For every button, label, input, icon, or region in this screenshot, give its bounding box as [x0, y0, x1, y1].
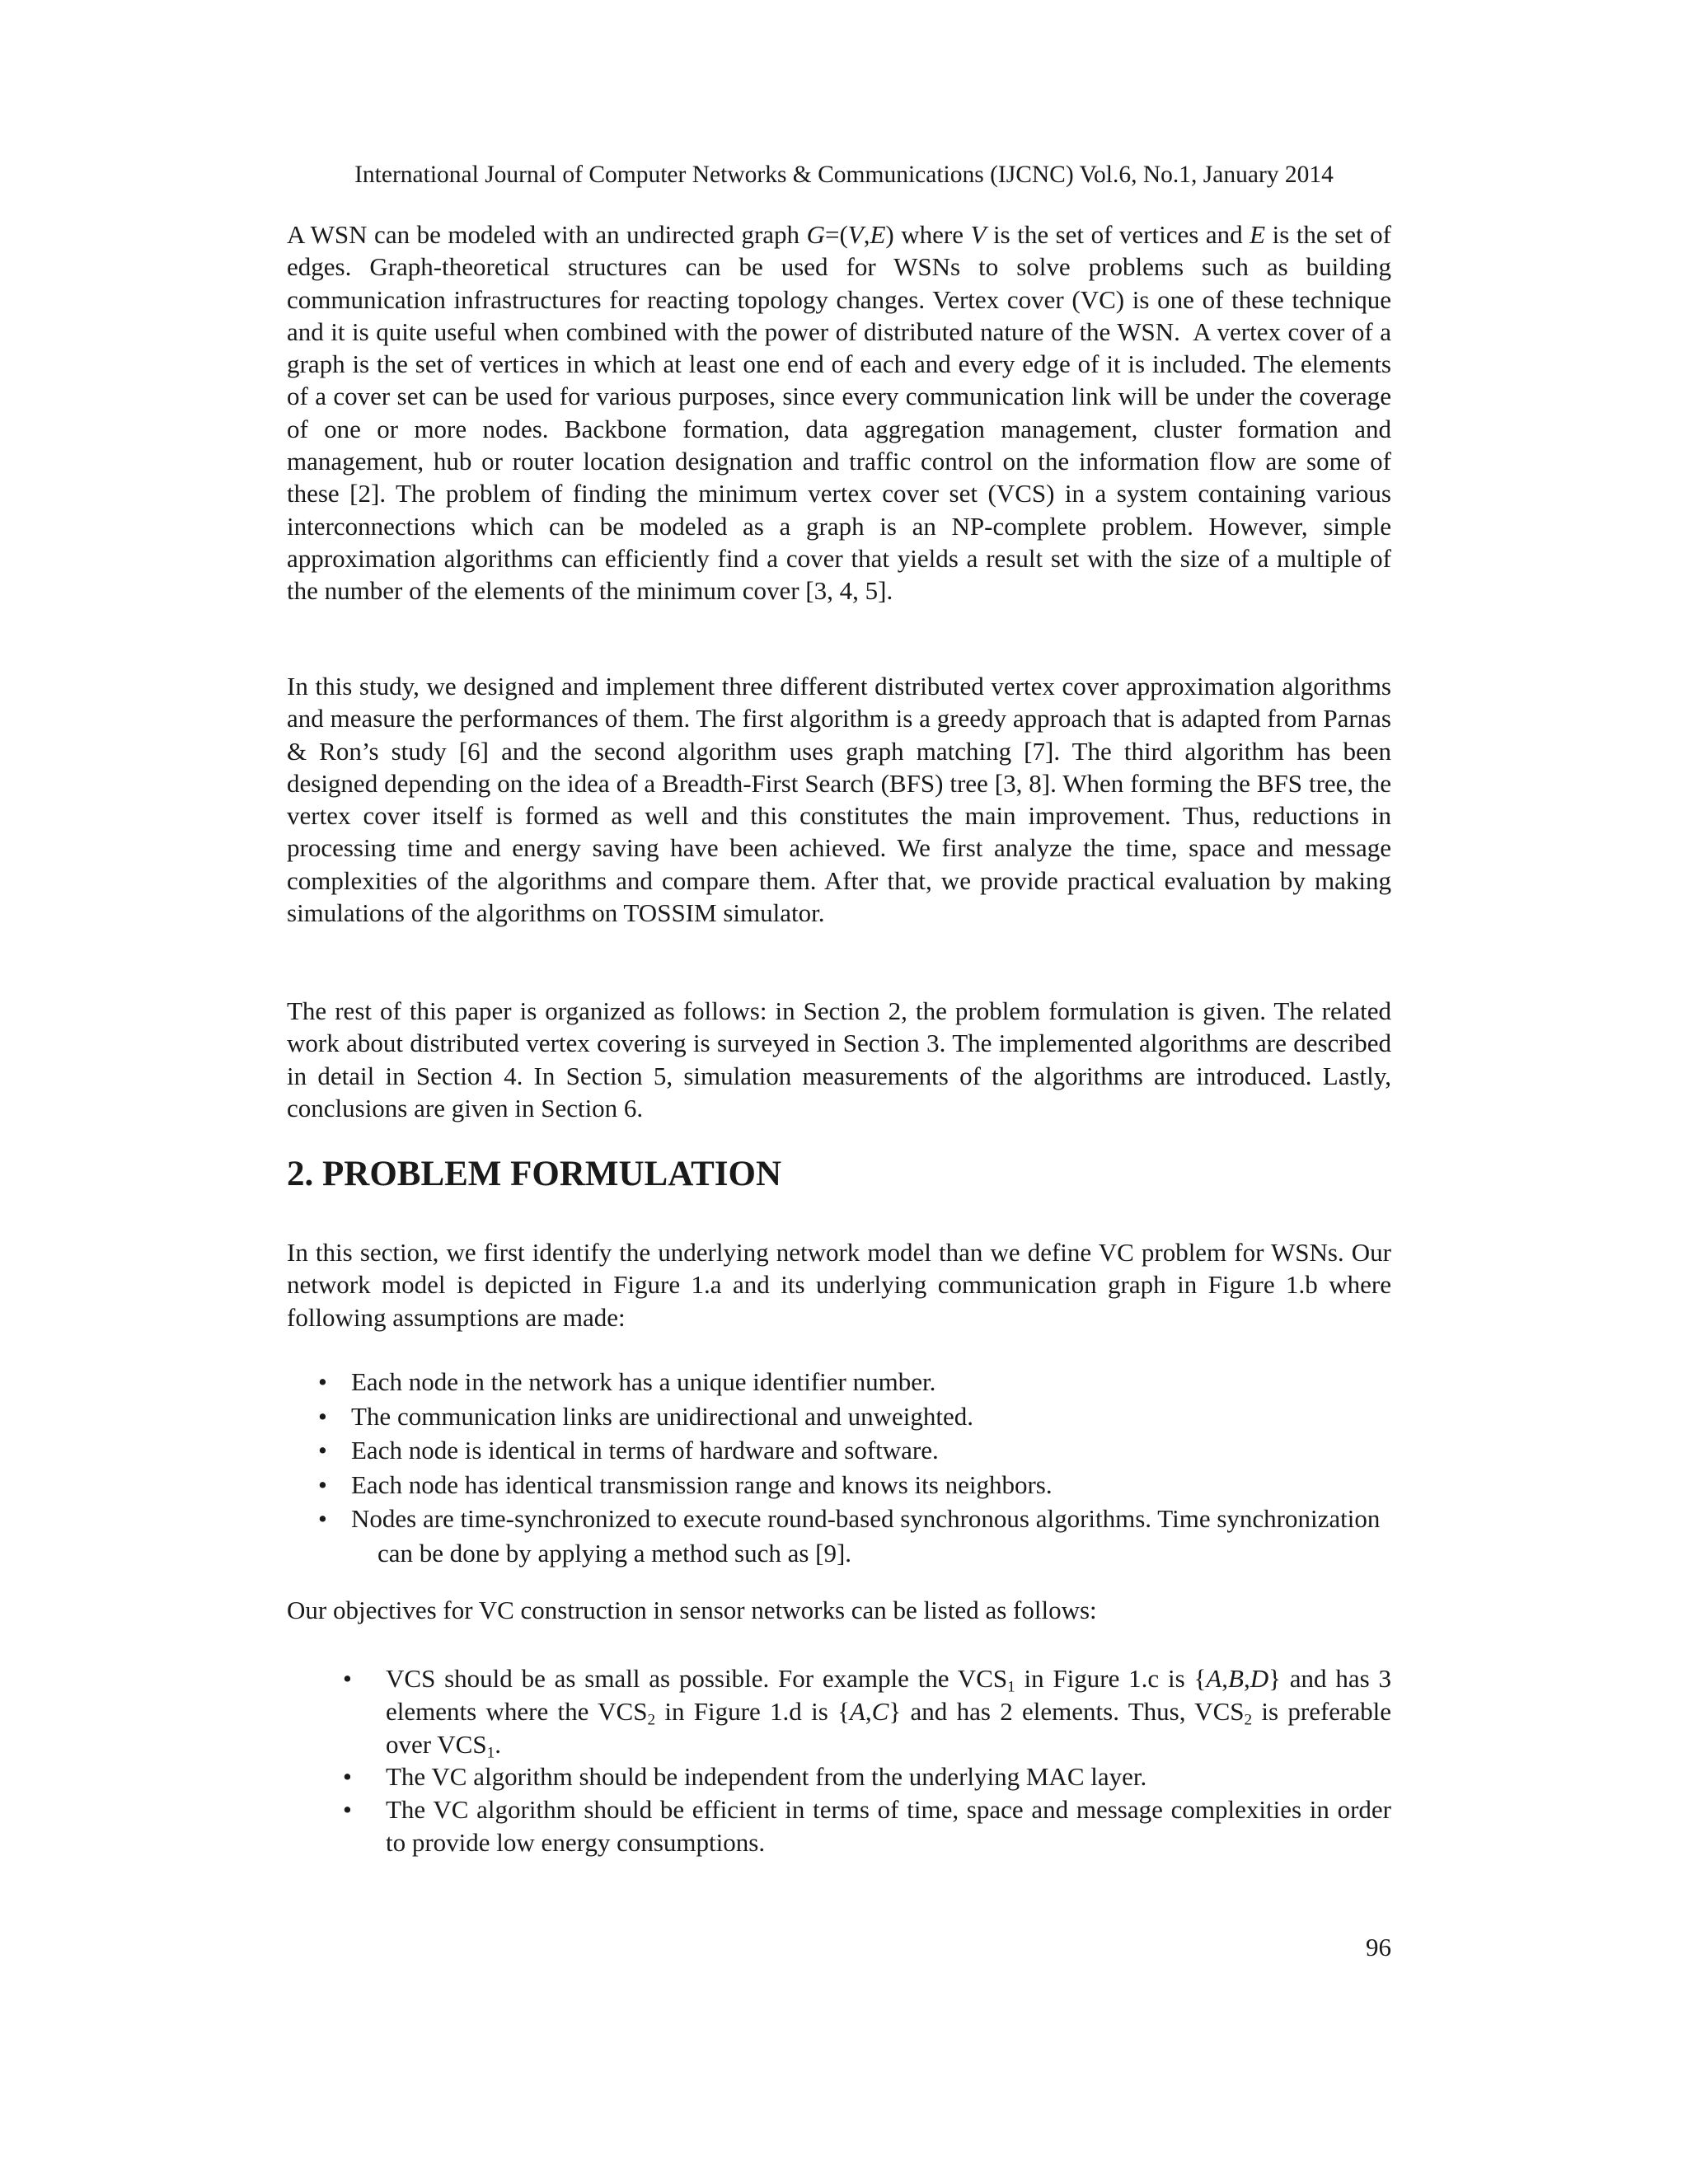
assumption-item: • Each node has identical transmission range and knows its neighbors. — [287, 1468, 1391, 1502]
section-title: 2. PROBLEM FORMULATION — [287, 1155, 782, 1193]
objective-item: • The VC algorithm should be independent from the underlying MAC layer. — [287, 1760, 1391, 1793]
assumption-item: • The communication links are unidirectional and unweighted. — [287, 1399, 1391, 1434]
objective-item: • VCS should be as small as possible. For example the $VCS_1$ in Figure 1.c is {A,B,D} and has 3 elements where the $VCS_2$ in Figure 1.d is {A,C} and has 2 elements. Thus, $VCS_2$ is preferable over $VCS_1$. — [287, 1662, 1391, 1760]
section-intro-paragraph: In this section, we first identify the underlying network model than we define VC problem for WSNs. Our network model is depicted in Figure 1.a and its underlying communication graph in Figure 1.b where following assumptions are made: — [287, 1238, 1391, 1332]
assumptions-list — [287, 1365, 1391, 1570]
assumption-item: • Nodes are time-synchronized to execute round-based synchronous algorithms. Time synchronization can be done by applying a method such as [9]. — [287, 1502, 1391, 1570]
objectives-intro: Our objectives for VC construction in sensor networks can be listed as follows: — [287, 1596, 1097, 1624]
study-paragraph: In this study, we designed and implement three different distributed vertex cover approximation algorithms and measure the performances of them. The first algorithm is a greedy approach that is adapted from Parnas & Ron’s study [6] and the second algorithm uses graph matching [7]. The third algorithm has been designed depending on the idea of a Breadth-First Search (BFS) tree [3, 8]. When forming the BFS tree, the vertex cover itself is formed as well and this constitutes the main improvement. Thus, reductions in processing time and energy saving have been achieved. We first analyze the time, space and message complexities of the algorithms and compare them. After that, we provide practical evaluation by making simulations of the algorithms on TOSSIM simulator. — [287, 672, 1391, 928]
page-number: 96 — [1366, 1933, 1391, 1961]
intro-paragraph: A WSN can be modeled with an undirected graph G=(V,E) where V is the set of vertices and E is the set of edges. Graph-theoretical structures can be used for WSNs to solve problems such as building communication infrastructures for reacting topology changes. Vertex cover (VC) is one of these technique and it is quite useful when combined with the power of distributed nature of the WSN. A vertex cover of a graph is the set of vertices in which at least one end of each and every edge of it is included. The elements of a cover set can be used for various purposes, since every communication link will be under the coverage of one or more nodes. Backbone formation, data aggregation management, cluster formation and management, hub or router location designation and traffic control on the information flow are some of these [2]. The problem of finding the minimum vertex cover set (VCS) in a system containing various interconnections which can be modeled as a graph is an NP-complete problem. However, simple approximation algorithms can efficiently find a cover that yields a result set with the size of a multiple of the number of the elements of the minimum cover [3, 4, 5]. — [287, 220, 1392, 606]
assumption-item: • Each node in the network has a unique identifier number. — [287, 1365, 1391, 1399]
organization-paragraph: The rest of this paper is organized as follows: in Section 2, the problem formulation is given. The related work about distributed vertex covering is surveyed in Section 3. The implemented algorithms are described in detail in Section 4. In Section 5, simulation measurements of the algorithms are introduced. Lastly, conclusions are given in Section 6. — [287, 996, 1391, 1122]
running-header: International Journal of Computer Networks & Communications (IJCNC) Vol.6, No.1, January 2014 — [354, 162, 1334, 188]
assumption-item: • Each node is identical in terms of hardware and software. — [287, 1433, 1391, 1468]
objective-item: • The VC algorithm should be efficient in terms of time, space and message complexities in order to provide low energy consumptions. — [287, 1793, 1391, 1859]
objectives-list — [287, 1662, 1391, 1859]
